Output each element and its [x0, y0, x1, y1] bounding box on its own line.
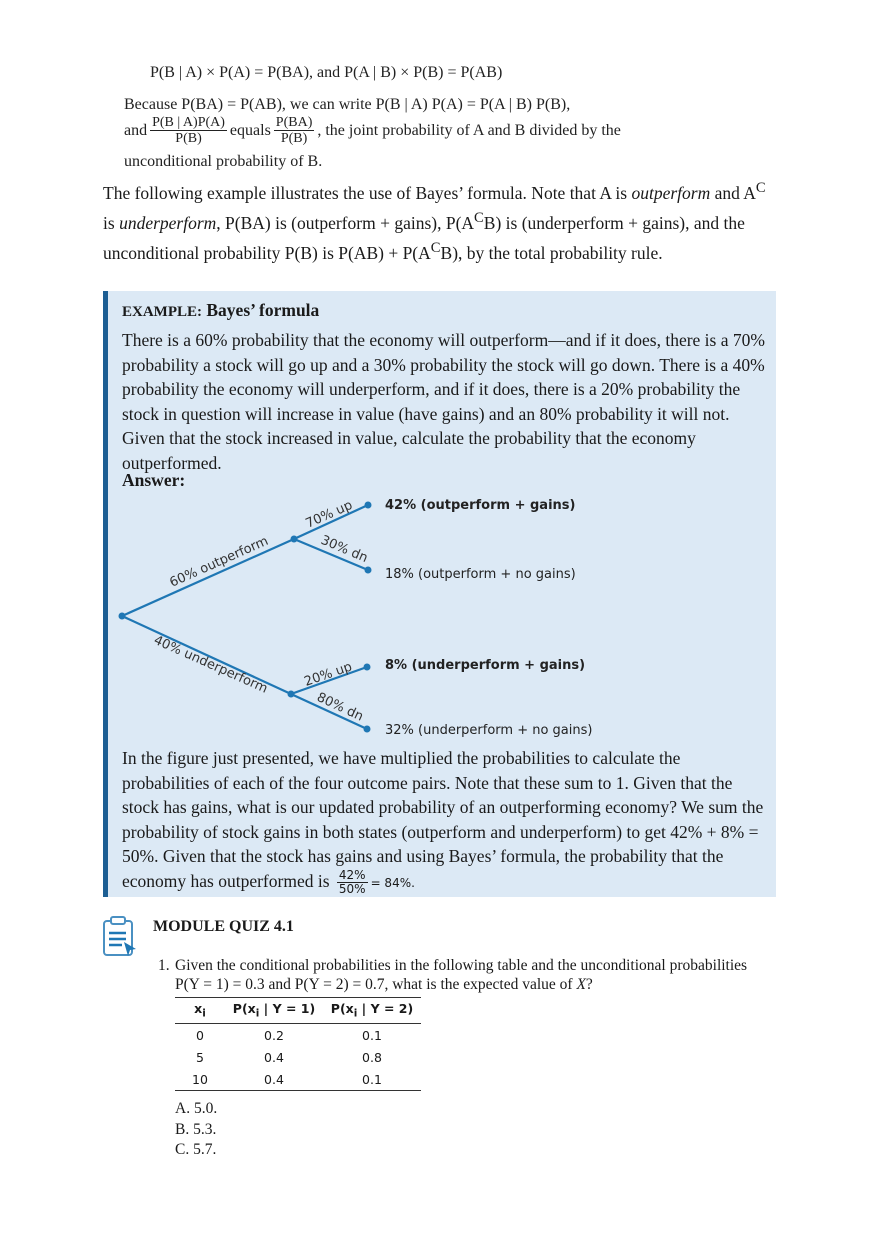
text: Given the conditional probabilities in the following table and the unconditional probabilities P(Y = 1) = 0.3 and P(Y = 2) = 0.7, what is the expected value of [175, 957, 748, 993]
option-b[interactable]: B. 5.3. [175, 1120, 217, 1138]
text: C [755, 180, 766, 196]
cell: 0.1 [362, 1027, 382, 1043]
outcome-4: 32% (underperform + no gains) [385, 723, 593, 738]
example-explanation [122, 746, 772, 896]
cell: 0.1 [362, 1071, 382, 1087]
cell: 0.4 [264, 1049, 284, 1065]
quiz-title: MODULE QUIZ 4.1 [153, 918, 294, 935]
cell: 0.2 [264, 1027, 284, 1043]
cell: 5 [196, 1049, 204, 1065]
cell: 0.8 [362, 1049, 382, 1065]
text: , the joint probability of A and B divided by the [317, 121, 621, 139]
header-x: $x_i$ [175, 998, 225, 1024]
leaf-node [364, 664, 371, 671]
text: and A [710, 182, 756, 203]
clipboard-icon [102, 916, 138, 958]
text: ? [585, 976, 593, 993]
numerator: P(B | A)P(A) [152, 115, 225, 130]
header-y2: $P(x_i$ | Y = 2) [323, 998, 421, 1024]
node [291, 536, 298, 543]
answer-label: Answer: [122, 470, 186, 490]
text: The following example illustrates the use of Bayes’ formula. Note that A is [103, 182, 632, 203]
text: B) is (underperform + gains), and the unconditional probability P(B) is P(AB) + P(A [103, 212, 745, 263]
cell: 0.4 [264, 1071, 284, 1087]
formula-line-4: unconditional probability of B. [124, 153, 323, 170]
label-out-dn: 30% dn [318, 532, 370, 567]
probability-table [175, 997, 421, 1091]
text: equals [229, 121, 271, 139]
formula-line-2: Because P(BA) = P(AB), we can write P(B | A) P(A) = P(A | B) P(B), [124, 96, 571, 113]
numerator: 42% [338, 867, 366, 882]
text: is [103, 212, 120, 233]
option-c[interactable]: C. 5.7. [175, 1141, 217, 1158]
label-out-up: 70% up [303, 497, 355, 532]
answer-options [175, 1099, 217, 1161]
denominator: P(B) [280, 131, 308, 146]
outcome-2: 18% (outperform + no gains) [385, 567, 576, 582]
question-number: 1. [158, 957, 170, 974]
example-problem: There is a 60% probability that the economy will outperform—and if it does, there is a 70% probability a stock will go up and a 30% probability the stock will go down. There is a 40% probability the economy will underperform, and if it does, there is a 20% probability the stock in question will increase in value (have gains) and an 80% probability it will not. Given that the stock increased in value, calculate the probability that the economy outperformed. [122, 330, 765, 473]
leaf-node [364, 726, 371, 733]
cell: 0 [196, 1027, 204, 1043]
branch-outperform [122, 539, 294, 616]
text: outperform [631, 182, 711, 203]
denominator: 50% [338, 881, 366, 896]
text: and [124, 121, 148, 139]
label-under-dn: 80% dn [314, 690, 366, 725]
table-row [175, 1068, 421, 1091]
root-node [119, 613, 126, 620]
table-row [175, 1046, 421, 1068]
text: C [474, 209, 484, 226]
question-text [175, 956, 765, 994]
text: X [576, 976, 586, 993]
node [288, 691, 295, 698]
text: B), by the total probability rule. [440, 242, 663, 263]
header-y1: $P(x_i$ | Y = 1) [225, 998, 323, 1024]
example-title: Bayes’ formula [206, 300, 320, 320]
text: C [430, 239, 441, 256]
result-fraction [337, 869, 368, 896]
example-box [103, 291, 776, 897]
option-a[interactable]: A. 5.0. [175, 1100, 218, 1117]
result-value: = 84%. [370, 875, 415, 890]
numerator: P(BA) [275, 115, 313, 130]
outcome-3: 8% (underperform + gains) [385, 658, 586, 673]
table-row [175, 1023, 421, 1046]
text: underperform [119, 212, 217, 233]
cell: 10 [192, 1071, 208, 1087]
text: , P(BA) is (outperform + gains), P(A [216, 212, 475, 233]
leaf-node [365, 567, 372, 574]
example-label: EXAMPLE: [122, 304, 202, 320]
formula-line-1: P(B | A) × P(A) = P(BA), and P(A | B) × P(B) = P(AB) [150, 64, 503, 81]
label-under-up: 20% up [302, 659, 355, 690]
denominator: P(B) [175, 131, 202, 146]
text: In the figure just presented, we have multiplied the probabilities to calculate the probabilities of each of the four outcome pairs. Note that these sum to 1. Given that the stock has gains, what is our updated probability of an outperforming economy? We sum the probability of stock gains in both states (outperform and underperform) to get 42% + 8% = 50%. Given that the stock has gains and using Bayes’ formula, the probability that the economy has outperformed is [122, 748, 764, 891]
label-underperform: 40% underperform [151, 632, 270, 697]
leaf-node [365, 502, 372, 509]
outcome-1: 42% (outperform + gains) [385, 498, 576, 513]
label-outperform: 60% outperform [167, 533, 271, 591]
